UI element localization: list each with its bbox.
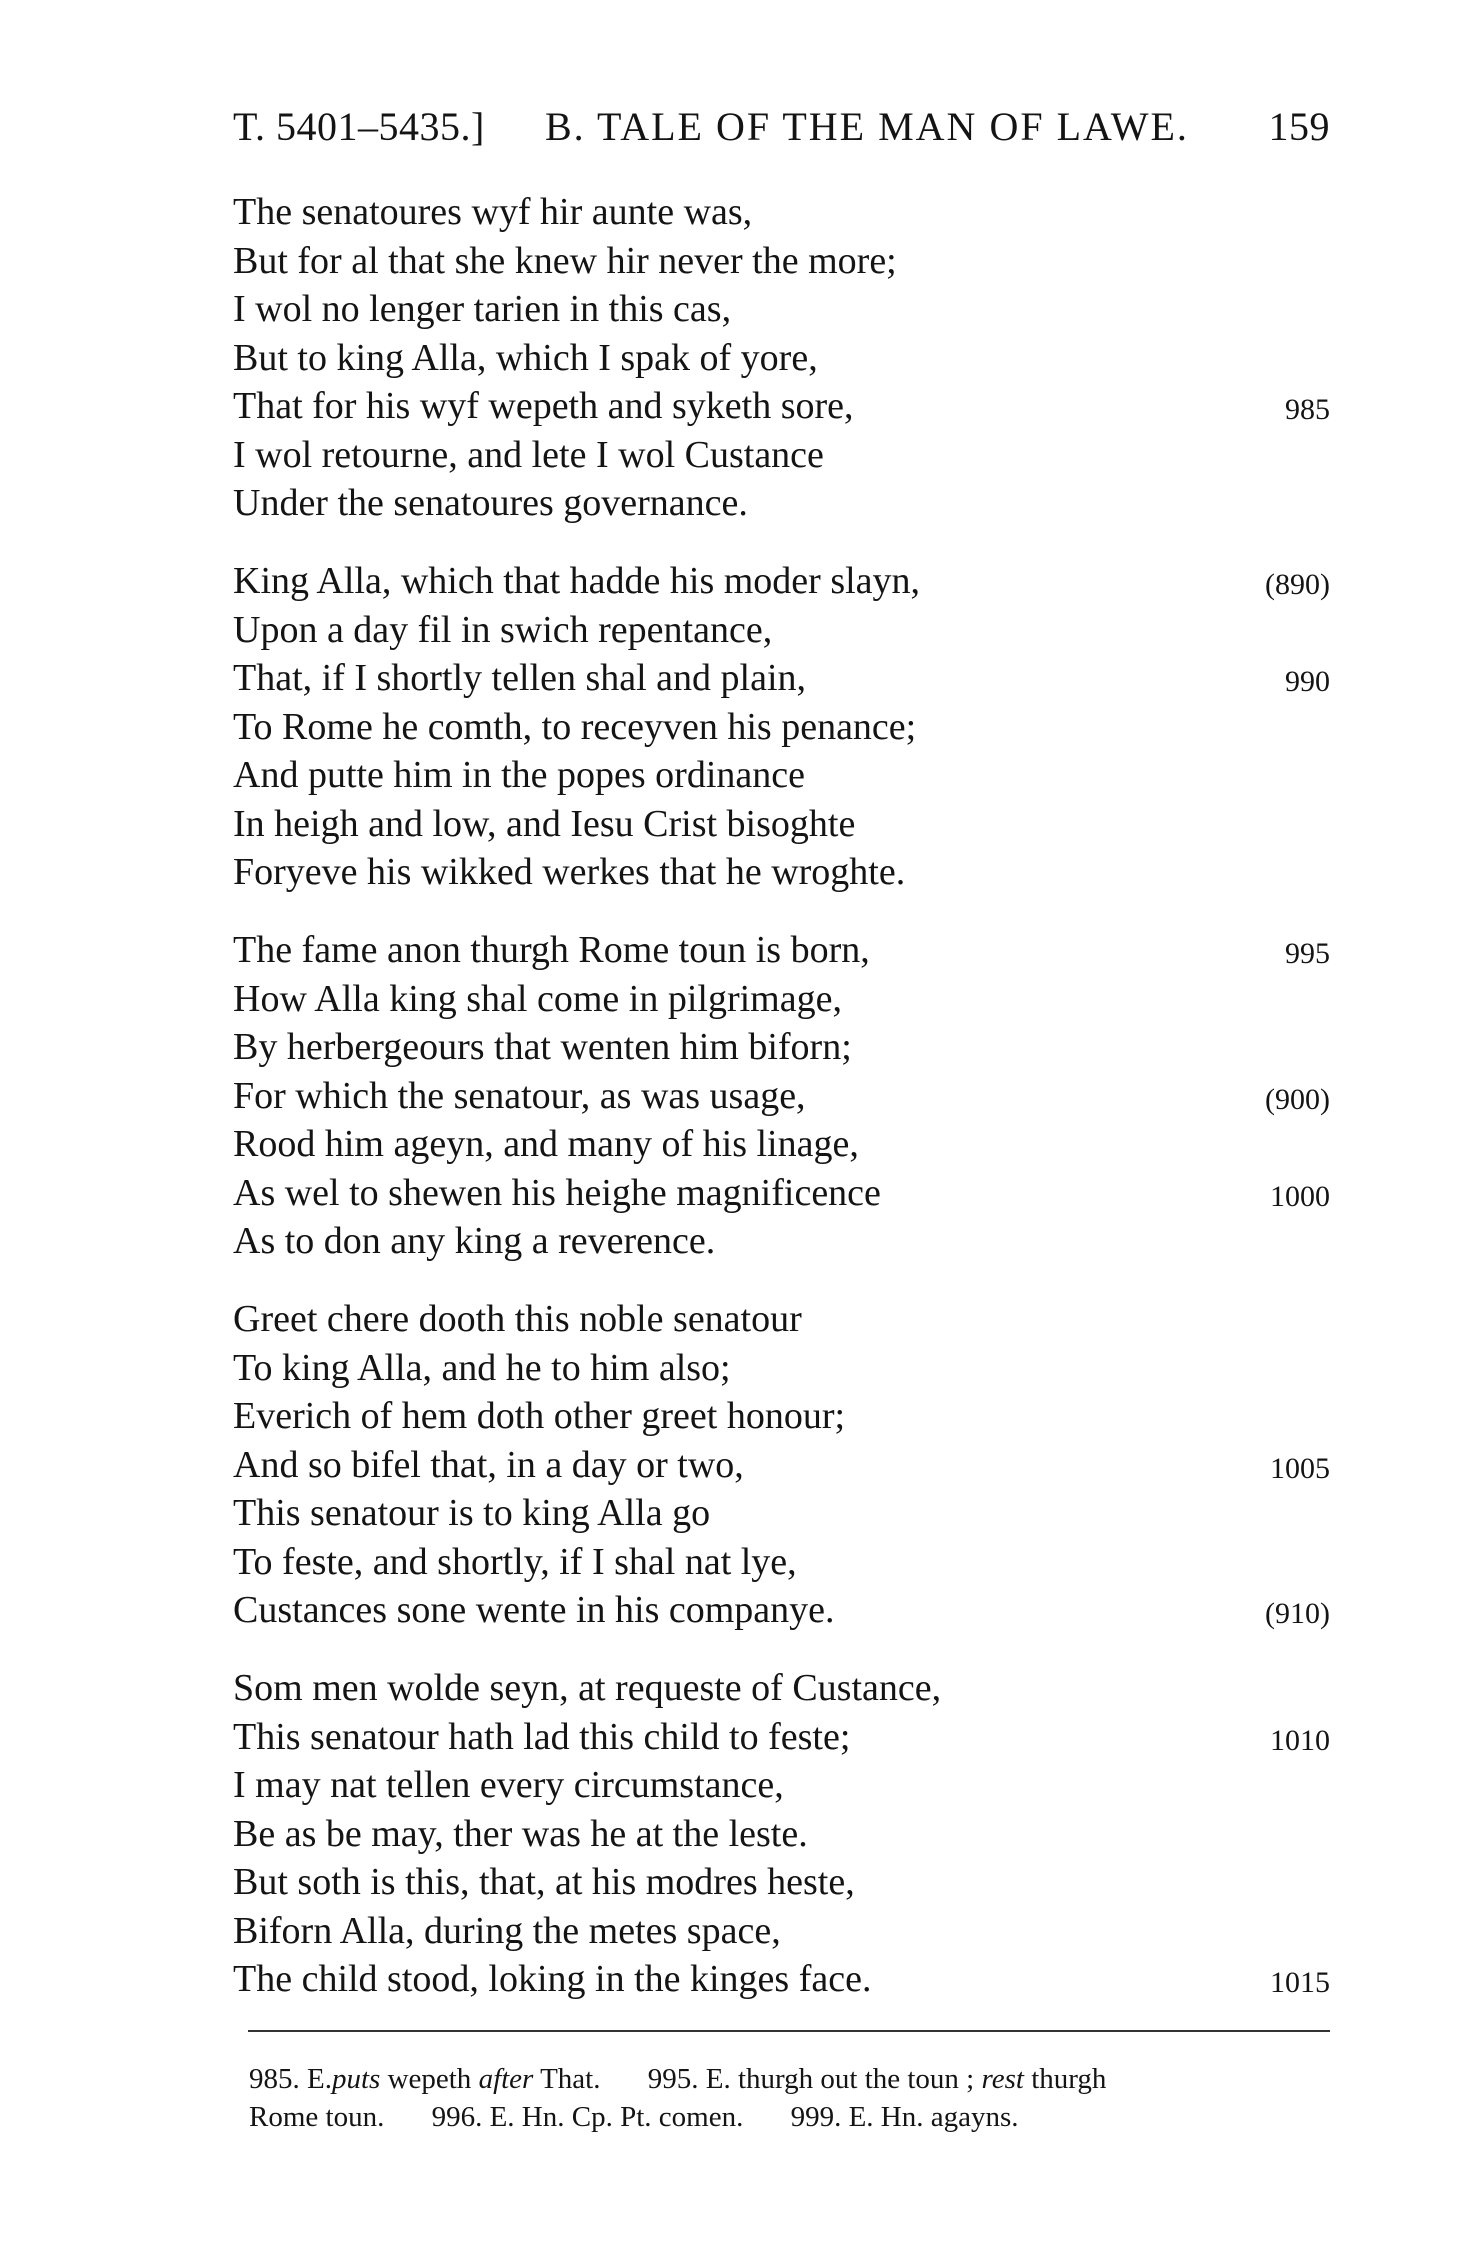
verse-line: King Alla, which that hadde his moder slayn, (890)	[233, 557, 1330, 605]
verse-line: How Alla king shal come in pilgrimage,	[233, 978, 842, 1020]
line-number: (900)	[1265, 1083, 1330, 1116]
verse-line: As to don any king a reverence.	[233, 1220, 716, 1262]
footnote-999: 999. E. Hn. agayns.	[790, 2101, 1019, 2133]
running-title: B. TALE OF THE MAN OF LAWE.	[545, 104, 1189, 149]
line-number: 985	[1285, 393, 1330, 426]
footnote-995-continued: Rome toun.	[249, 2101, 385, 2133]
verse-line: And so bifel that, in a day or two, 1005	[233, 1441, 1330, 1489]
verse-line: I wol no lenger tarien in this cas,	[233, 288, 732, 330]
verse-line: Everich of hem doth other greet honour;	[233, 1395, 846, 1437]
verse-line: For which the senatour, as was usage, (900)	[233, 1072, 1330, 1120]
line-number: 1000	[1270, 1180, 1330, 1213]
verse-line: Custances sone wente in his companye. (910)	[233, 1586, 1330, 1634]
verse-line: The fame anon thurgh Rome toun is born, 995	[233, 926, 1330, 974]
verse-line: To king Alla, and he to him also;	[233, 1347, 731, 1389]
footnote-985: 985. E.puts wepeth after That.	[249, 2063, 601, 2095]
verse-line: Som men wolde seyn, at requeste of Custance,	[233, 1667, 942, 1709]
line-reference: T. 5401–5435.]	[233, 104, 485, 149]
line-number: 1015	[1270, 1966, 1330, 1999]
verse-line: To feste, and shortly, if I shal nat lye,	[233, 1541, 797, 1583]
verse-line: Biforn Alla, during the metes space,	[233, 1910, 781, 1952]
line-number: 1005	[1270, 1452, 1330, 1485]
verse-line: As wel to shewen his heighe magnificence 1000	[233, 1169, 1330, 1217]
verse-line: Under the senatoures governance.	[233, 482, 748, 524]
verse-line: Be as be may, ther was he at the leste.	[233, 1813, 808, 1855]
verse-line: Greet chere dooth this noble senatour	[233, 1298, 802, 1340]
verse-line: By herbergeours that wenten him biforn;	[233, 1026, 852, 1068]
verse-line: That, if I shortly tellen shal and plain, 990	[233, 654, 1330, 702]
verse-line: Foryeve his wikked werkes that he wroghte.	[233, 851, 906, 893]
running-header	[233, 103, 1330, 159]
verse-line: But to king Alla, which I spak of yore,	[233, 337, 818, 379]
page-number: 159	[1268, 104, 1330, 149]
verse-line: The senatoures wyf hir aunte was,	[233, 191, 753, 233]
verse-line: In heigh and low, and Iesu Crist bisoghte	[233, 803, 856, 845]
footnote-996: 996. E. Hn. Cp. Pt. comen.	[431, 2101, 744, 2133]
verse-line: Upon a day fil in swich repentance,	[233, 609, 773, 651]
footnote-line	[249, 2060, 1334, 2098]
verse-line: But for al that she knew hir never the more;	[233, 240, 897, 282]
verse-line: That for his wyf wepeth and syketh sore, 985	[233, 382, 1330, 430]
verse-line: But soth is this, that, at his modres heste,	[233, 1861, 855, 1903]
line-number: 990	[1285, 665, 1330, 698]
footnote-line	[249, 2098, 1334, 2136]
verse-line: I may nat tellen every circumstance,	[233, 1764, 784, 1806]
verse-line: This senatour is to king Alla go	[233, 1492, 711, 1534]
footnote-divider	[248, 2030, 1330, 2032]
line-number: (890)	[1265, 568, 1330, 601]
verse-line: I wol retourne, and lete I wol Custance	[233, 434, 824, 476]
verse-line: This senatour hath lad this child to feste; 1010	[233, 1713, 1330, 1761]
verse-line: Rood him ageyn, and many of his linage,	[233, 1123, 859, 1165]
verse-line: And putte him in the popes ordinance	[233, 754, 805, 796]
footnotes	[249, 2060, 1334, 2136]
line-number: 995	[1285, 937, 1330, 970]
verse-line: The child stood, loking in the kinges face. 1015	[233, 1955, 1330, 2003]
verse-line: To Rome he comth, to receyven his penance;	[233, 706, 917, 748]
line-number: (910)	[1265, 1597, 1330, 1630]
footnote-995: 995. E. thurgh out the toun ; rest thurgh	[647, 2063, 1107, 2095]
line-number: 1010	[1270, 1724, 1330, 1757]
